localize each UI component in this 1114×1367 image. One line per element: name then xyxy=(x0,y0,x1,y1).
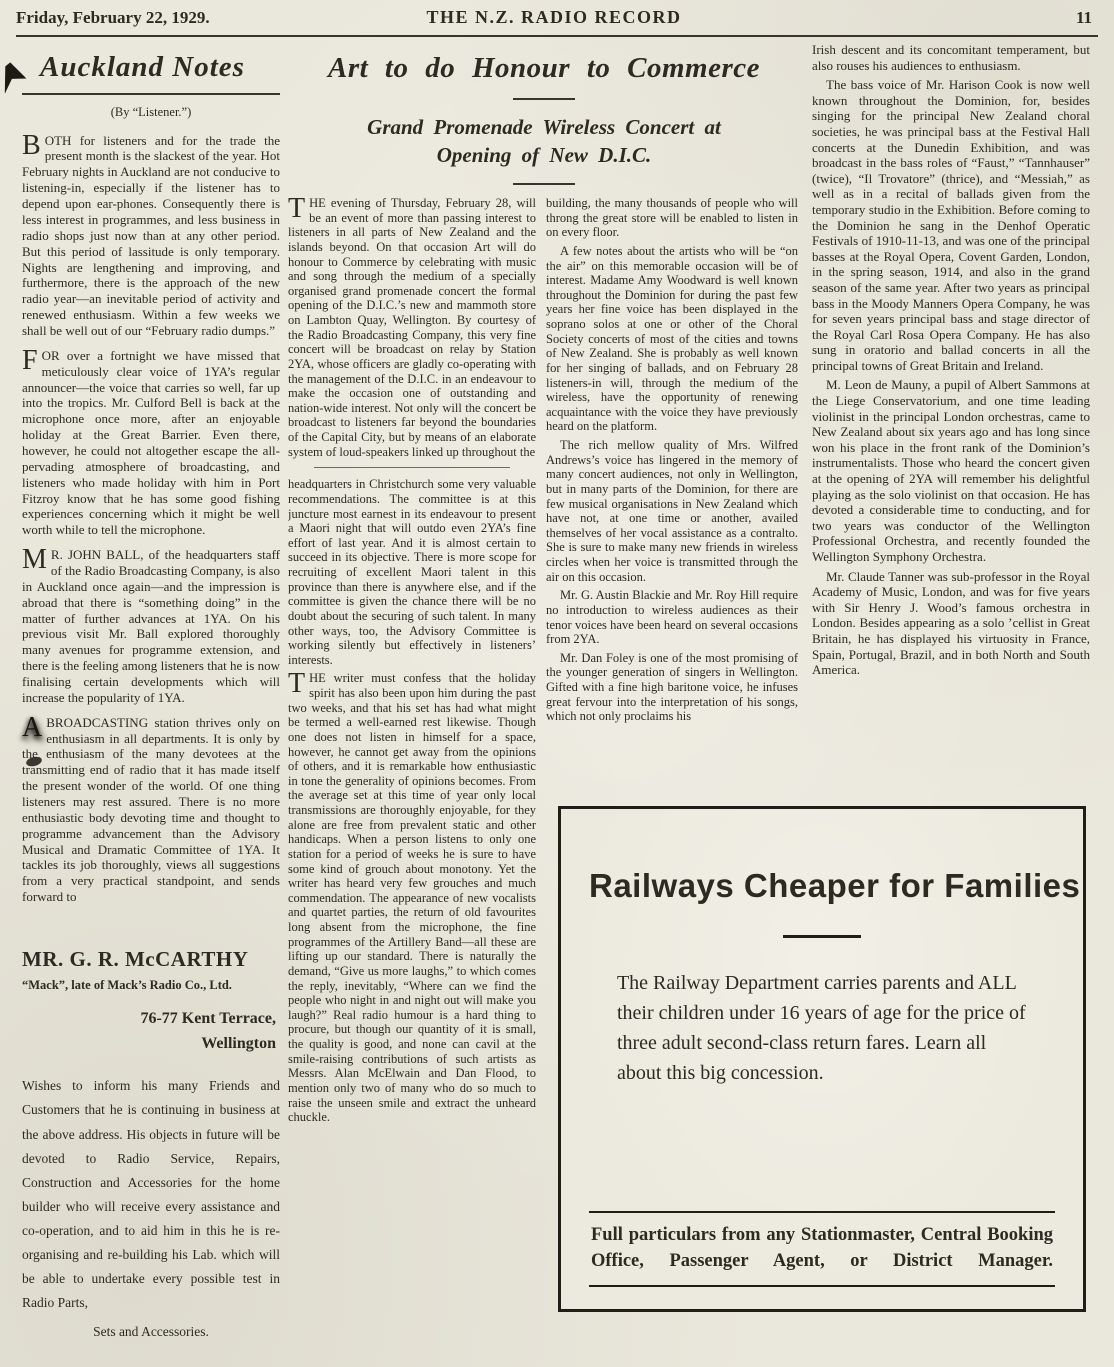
paragraph xyxy=(22,344,280,538)
mccarthy-ad-subtitle: “Mack”, late of Mack’s Radio Co., Ltd. xyxy=(22,977,232,992)
railways-ad-body: The Railway Department carries parents and ALL their children under 16 years of age for the price of three adult second-class return fares. Learn all about this big concession. xyxy=(616,972,1026,1084)
column-four xyxy=(812,42,1090,798)
mccarthy-ad-address xyxy=(22,1007,280,1057)
railways-ad-footer xyxy=(589,1211,1055,1287)
paragraph-text: OR over a fortnight we have missed that meticulously clear voice of 1YA’s regular announcer—the voice that carries so well, far up into the tropics. Mr. Culford Bell is back at the microphone once more, after an enjoyable holiday at the Great Barrier. Even there, however, he could not altogether escape the all-pervading atmosphere of broadcasting, and listeners who made holiday with him in Port Fitzroy know that he has some good fishing experiences concerning which it might be well worth while to tell the microphone. xyxy=(22,347,280,538)
mccarthy-ad-body: Wishes to inform his many Friends and Customers that he is continuing in business at the above address. His objects in future will be devoted to Radio Service, Repairs, Construction and Accessories for the home builder who will receive every assistance and co-operation, and to aid him in this he is re-organising and re-building his Lab. which will be able to undertake every possible test in Radio Parts, xyxy=(22,1078,280,1310)
paragraph: A few notes about the artists who will be “on the air” on this memorable occasion will be of interest. Madame Amy Woodward is well known throughout the Dominion for during the past few years her fine voice has been displayed in the soprano solos at one or other of the Choral Society concerts of most of the cities and towns of New Zealand. She is probably as well known for her singing of ballads, and on February 28 listeners-in will, through the medium of the wireless, have the opportunity of renewing acquaintance with the voice they have previously heard on the platform. xyxy=(546,243,798,434)
art-article-header xyxy=(288,52,800,198)
paragraph xyxy=(22,544,280,706)
paragraph: building, the many thousands of people who will throng the great store will be enabled to listen in on every floor. xyxy=(546,196,798,240)
auckland-notes-title-block xyxy=(22,46,280,95)
railways-ad-title: Railways Cheaper for Families xyxy=(589,867,1081,904)
paragraph-text: R. JOHN BALL, of the headquarters staff of the Radio Broadcasting Company, is also in Auckland once again—and the impression is abroad that there is “something doing” in the matter of further advances at 1YA. On his previous visit Mr. Ball explored thoroughly many avenues for programme extension, and there is the feeling among listeners that he is now finalising certain developments which will increase the popularity of 1YA. xyxy=(22,547,280,705)
paragraph: headquarters in Christchurch some very valuable recommendations. The committee is at this juncture most earnest in its endeavour to present a Maori night that will outdo even 2YA’s fine effort of last year. And it is almost certain to succeed in its objective. There is more scope for recruiting of excellent Maori talent in this province than there is anywhere else, and if the committee is given the chance there will be no doubt about the securing of such talent. In many other ways, too, the Advisory Committee is working silently but effectively in listeners’ interests. xyxy=(288,477,536,667)
paragraph: The rich mellow quality of Mrs. Wilfred Andrews’s voice has lingered in the memory of many concert audiences, not only in Wellington, but in many parts of the Dominion, for there are few musical organisations in New Zealand which have not, at one time or another, availed themselves of her vocal assistance as a contralto. She is sure to make many new friends in wireless circles when her voice is transmitted through the air on this occasion. xyxy=(546,438,798,584)
paragraph xyxy=(22,711,280,905)
page-number: 11 xyxy=(1075,8,1092,27)
art-article-title: Art to do Honour to Commerce xyxy=(327,52,760,84)
page-header xyxy=(16,7,1098,37)
address-line-1: 76-77 Kent Terrace, xyxy=(140,1009,276,1027)
drop-cap: M xyxy=(22,544,47,576)
railways-ad xyxy=(558,806,1086,1312)
paragraph: M. Leon de Mauny, a pupil of Albert Sammons at the Liege Conservatorium, and one time leading violinist in the principal London orchestras, came to New Zealand about six years ago and has long since won his place in the front rank of the Dominion’s instrumentalists. Those who heard the concert given at the opening of 2YA will remember his delightful playing as the solo violinist on that occasion. He has devoted a considerable time to conducting, and for two years was conductor of the Wellington Professional Orchestra, and recently founded the Wellington Symphony Orchestra. xyxy=(812,377,1090,564)
mccarthy-ad xyxy=(22,947,280,1340)
paragraph: The bass voice of Mr. Harison Cook is now well known throughout the Dominion, for, besides singing for the principal New Zealand choral societies, he was principal bass at the Festival Hall concerts at the Dunedin Exhibition, and was broadcast in the bass roles of “Faust,” “Tannhauser” (twice), “Il Trovatore” (thrice), and “Messiah,” as well as in a recital of ballads given from the temporary studio in the Exhibition. Before coming to the Dominion he sang in the Denhof Operatic Festivals of 1910-11-13, and was one of the principal basses at the Royal Opera, Covent Garden, London, in the spring season, 1914, and also in the grand season of the same year. After two years as principal bass in the Moody Manners Opera Company, he was for seven years principal bass and stage director of the Royal Carl Rosa Opera Company. He has also sung in oratorio and ballad concerts in all the principal towns of Great Britain and Ireland. xyxy=(812,77,1090,373)
paragraph-text: HE evening of Thursday, February 28, will be an event of more than passing interest to listeners in all parts of New Zealand and the islands beyond. On that occasion Art will do honour to Commerce by celebrating with music and song through the medium of a specially organised grand promenade concert the formal opening of the D.I.C.’s new and mammoth store on Lambton Quay, Wellington. By courtesy of the Radio Broadcasting Company, this very fine concert will be broadcast on relay by Station 2YA, whose officers are gladly co-operating with the management of the D.I.C. in an endeavour to make the occasion one of outstanding and nation-wide interest. Not only will the concert be broadcast to listeners far beyond the boundaries of the Capital City, but by means of an elaborate system of loud-speakers linked up throughout the xyxy=(288,196,536,459)
paragraph-text: OTH for listeners and for the trade the present month is the slackest of the year. Hot February nights in Auckland are not conducive to listening-in, especially if the listener has to depend upon ear-phones. Consequently there is less interest in programmes, and less business in radio shops just now than at any other period. But this period of lassitude is only temporary. Nights are lengthening and improving, and furthermore, there is the approach of the new radio year—an inevitable period of activity and renewed enthusiasm. Within a few weeks we shall be well out of our “February radio dumps.” xyxy=(22,132,280,338)
section-divider xyxy=(314,467,510,468)
paragraph: Mr. Claude Tanner was sub-professor in the Royal Academy of Music, London, and was for five years with Sir Henry J. Wood’s famous orchestra in London. Besides appearing as a solo ’cellist in Great Britain, he has displayed his virtuosity in France, Spain, Portugal, Brazil, and in both North and South America. xyxy=(812,568,1090,678)
headline-rule xyxy=(513,98,575,100)
paragraph: Irish descent and its concomitant temperament, but also rouses his audiences to enthusiasm. xyxy=(812,42,1090,73)
drop-cap: F xyxy=(22,344,38,376)
column-three xyxy=(546,196,798,800)
paragraph-text: HE writer must confess that the holiday spirit has also been upon him during the past two weeks, and that his set has had what might be termed a well-earned rest likewise. Though one does not listen in himself for a space, however, he cannot get away from the opinions of others, and it is remarkable how enthusiastic in tone the generality of opinions becomes. From the average set at this time of year only local transmissions are thoroughly enjoyable, for they alone are free from prevalent static and other handicaps. When a person listens to only one station for a period of weeks he is sure to have some kind of grouch about monotony. Yet the writer has heard very few grouches and much commendation. The appearance of new vocalists and quartet parties, the return of old favourites long absent from the microphone, the fine programmes of the Artillery Band—all these are lifting up our standard. There is naturally the demand, “Give us more laughs,” to which comes the reply, inevitably, “Where can we find the people who night in and night out will make you laugh?” Real radio humour is a hard thing to procure, but though our quantity of it is small, the quality is good, and none can cavil at the smile-raising contributions of such artists as Messrs. Alan McElwain and Dan Flood, to mention only two of many who do so much to raise the unseen smile and extract the unheard chuckle. xyxy=(288,671,536,1125)
paragraph-text: BROADCASTING station thrives only on enthusiasm in all departments. It is only by the enthusiasm of the many devotees at the transmitting end of radio that it has made itself the present wonder of the world. Of one thing listeners may rest assured. There is no more enthusiastic body devoting time and thought to programme advancement than the Advisory Musical and Dramatic Committee of 1YA. It tackles its job thoroughly, views all suggestions from a very practical standpoint, and sends forward to xyxy=(22,714,280,905)
paragraph xyxy=(288,668,536,1125)
mccarthy-ad-body-last-line: Sets and Accessories. xyxy=(93,1323,209,1339)
art-article-subtitle xyxy=(288,113,800,170)
subtitle-line-2: Opening of New D.I.C. xyxy=(436,143,652,168)
address-line-2: Wellington xyxy=(201,1034,276,1052)
paragraph xyxy=(288,196,536,459)
auckland-notes-byline: (By “Listener.”) xyxy=(110,105,192,120)
mccarthy-ad-title: MR. G. R. McCARTHY xyxy=(22,947,249,972)
railways-ad-rule xyxy=(783,935,861,938)
column-two xyxy=(288,196,536,1129)
paragraph: Mr. G. Austin Blackie and Mr. Roy Hill require no introduction to wireless audiences as their tenor voices have been heard on several occasions from 2YA. xyxy=(546,588,798,647)
column-auckland-notes xyxy=(22,46,280,1340)
drop-cap-smudged: A xyxy=(22,711,43,743)
subtitle-line-1: Grand Promenade Wireless Concert at xyxy=(367,115,721,139)
drop-cap: T xyxy=(288,196,306,224)
issue-date: Friday, February 22, 1929. xyxy=(16,8,210,27)
drop-cap: T xyxy=(288,668,306,700)
railways-ad-footer-text: Full particulars from any Stationmaster, Central Booking Office, Passenger Agent, or District Manager. xyxy=(591,1225,1053,1272)
publication-title: THE N.Z. RADIO RECORD xyxy=(426,7,682,27)
headline-rule xyxy=(513,183,575,185)
drop-cap: B xyxy=(22,129,41,161)
paragraph xyxy=(22,129,280,339)
paragraph: Mr. Dan Foley is one of the most promising of the younger generation of singers in Wellington. Gifted with a fine high baritone voice, he infuses great fervour into the interpretation of his songs, which not only proclaims his xyxy=(546,650,798,724)
auckland-notes-title: Auckland Notes xyxy=(40,51,245,83)
